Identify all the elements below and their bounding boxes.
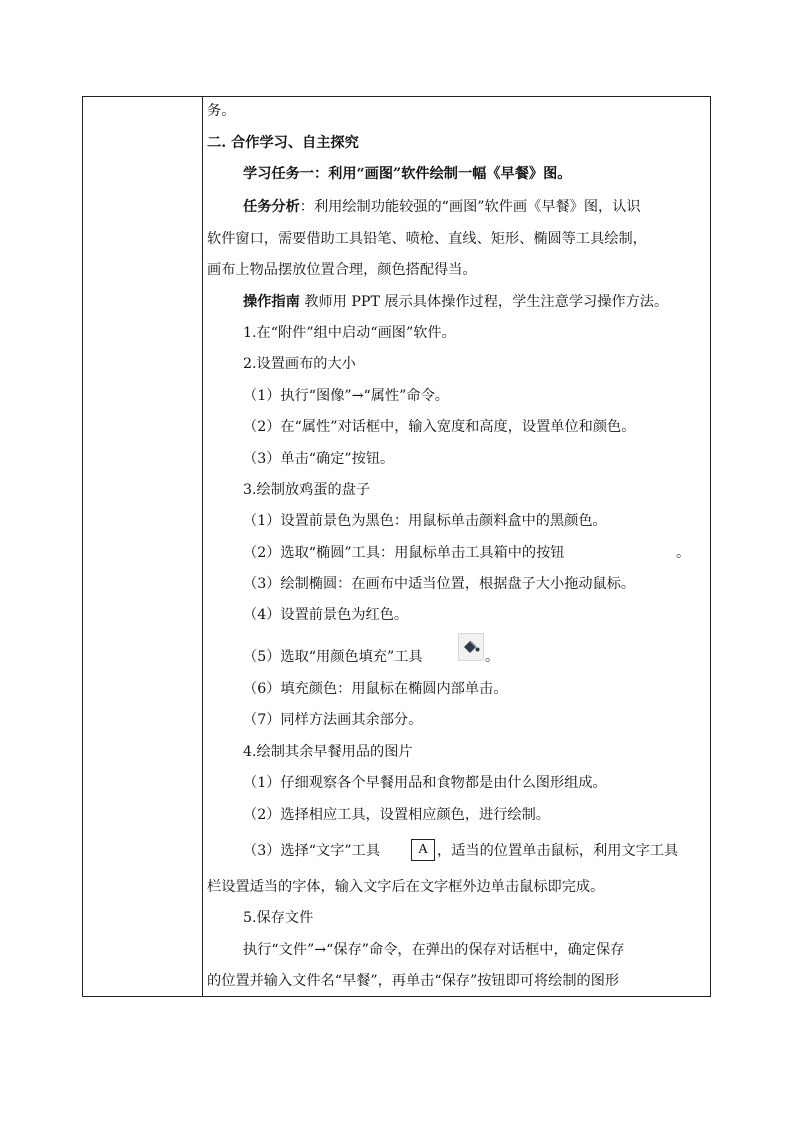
text-line: 的位置并输入文件名“早餐”，再单击“保存”按钮即可将绘制的图形	[207, 973, 620, 989]
substep-text: （3）选择“文字”工具	[243, 843, 381, 859]
column-divider	[202, 97, 203, 996]
text-line: 画布上物品摆放位置合理，颜色搭配得当。	[207, 262, 477, 278]
task-heading: 学习任务一：利用“画图”软件绘制一幅《早餐》图。	[243, 166, 572, 182]
step-item: 3.绘制放鸡蛋的盘子	[243, 482, 371, 498]
substep-text: （5）选取“用颜色填充”工具	[243, 649, 423, 665]
substep-item: （6）填充颜色：用鼠标在椭圆内部单击。	[243, 681, 508, 697]
substep-item: （1）执行“图像”→“属性”命令。	[243, 388, 449, 404]
text-line: 务。	[207, 103, 236, 119]
substep-text-cont: ，适当的位置单击鼠标，利用文字工具	[437, 843, 679, 859]
substep-item: （4）设置前景色为红色。	[243, 607, 409, 623]
substep-item: （7）同样方法画其余部分。	[243, 712, 423, 728]
substep-item: （2）选择相应工具，设置相应颜色，进行绘制。	[243, 807, 550, 823]
substep-item: （3）绘制椭圆：在画布中适当位置，根据盘子大小拖动鼠标。	[243, 576, 636, 592]
substep-end: 。	[485, 649, 500, 665]
text-line	[243, 292, 743, 312]
step-item: 4.绘制其余早餐用品的图片	[243, 744, 413, 760]
step-item: 1.在“附件”组中启动“画图”软件。	[243, 325, 456, 341]
guide-label: 操作指南	[243, 294, 300, 310]
substep-item	[243, 647, 743, 667]
substep-text: （2）选取“椭圆”工具：用鼠标单击工具箱中的按钮	[243, 545, 565, 561]
step-item: 5.保存文件	[243, 910, 314, 926]
substep-item: （1）仔细观察各个早餐用品和食物都是由什么图形组成。	[243, 775, 607, 791]
task-analysis-label: 任务分析	[243, 199, 300, 215]
paint-bucket-icon	[458, 633, 484, 661]
substep-item	[243, 543, 743, 563]
substep-item: （3）单击“确定”按钮。	[243, 451, 395, 467]
substep-item	[243, 841, 743, 861]
substep-item: （1）设置前景色为黑色：用鼠标单击颜料盒中的黑颜色。	[243, 513, 607, 529]
text-tool-icon: A	[411, 839, 435, 861]
text-line	[243, 197, 743, 217]
section-heading: 二. 合作学习、自主探究	[207, 135, 359, 151]
text-line: 执行“文件”→“保存”命令，在弹出的保存对话框中，确定保存	[243, 942, 625, 958]
substep-item: （2）在“属性”对话框中，输入宽度和高度，设置单位和颜色。	[243, 419, 636, 435]
text-line: 栏设置适当的字体，输入文字后在文字框外边单击鼠标即完成。	[207, 879, 605, 895]
guide-text: 教师用 PPT 展示具体操作过程，学生注意学习操作方法。	[299, 294, 669, 310]
task-analysis-text: ：利用绘制功能较强的“画图”软件画《早餐》图，认识	[299, 199, 641, 215]
text-line: 软件窗口，需要借助工具铅笔、喷枪、直线、矩形、椭圆等工具绘制，	[207, 231, 647, 247]
step-item: 2.设置画布的大小	[243, 356, 356, 372]
substep-end: 。	[676, 545, 691, 561]
